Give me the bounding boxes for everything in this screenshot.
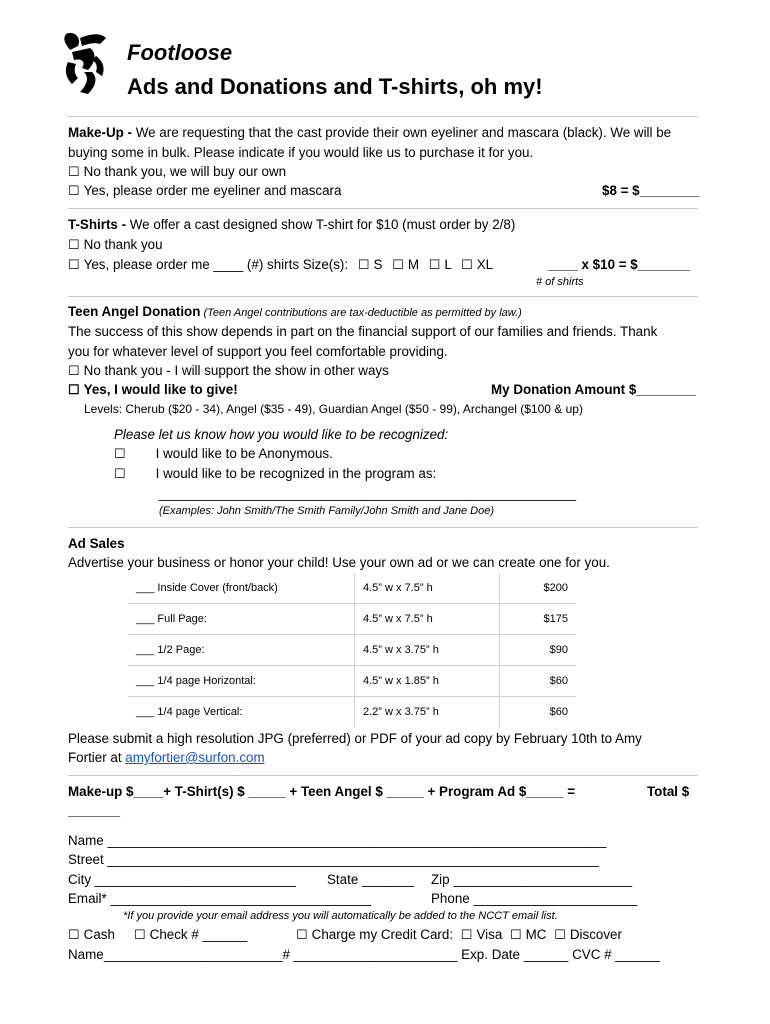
- tshirt-option-yes[interactable]: ☐ Yes, please order me ____ (#) shirts Size(s): ☐ S ☐ M ☐ L ☐ XL: [68, 257, 494, 272]
- recognize-program-option[interactable]: ☐ I would like to be recognized in the program as:: [114, 466, 437, 481]
- makeup-price[interactable]: $8 = $________: [602, 183, 700, 198]
- recognize-anon-option[interactable]: ☐ I would like to be Anonymous.: [114, 446, 333, 461]
- checkbox-icon[interactable]: ☐: [68, 363, 80, 378]
- checkbox-icon[interactable]: ☐: [460, 927, 473, 942]
- ads-desc: Advertise your business or honor your child! Use your own ad or we can create one for you.: [68, 555, 610, 570]
- table-row[interactable]: [128, 666, 576, 697]
- checkbox-icon[interactable]: ☐: [392, 257, 404, 272]
- payment-cash[interactable]: ☐ Cash: [68, 927, 115, 942]
- total-blank[interactable]: _______: [68, 803, 121, 818]
- checkbox-icon[interactable]: ☐: [68, 237, 80, 252]
- divider: [68, 527, 698, 528]
- street-field[interactable]: Street __________________________________________________________________: [68, 852, 599, 867]
- size-xl: XL: [476, 257, 494, 272]
- ad-price: $60: [500, 666, 577, 697]
- card-mc: MC: [525, 927, 547, 942]
- tshirt-note: # of shirts: [536, 276, 584, 288]
- table-row[interactable]: [128, 604, 576, 635]
- state-field[interactable]: State _______: [327, 872, 415, 887]
- divider: [68, 296, 698, 297]
- footloose-logo: [60, 28, 110, 96]
- ad-size: 2.2” w x 3.75” h: [355, 697, 500, 728]
- checkbox-icon[interactable]: ☐: [296, 927, 308, 942]
- checkbox-icon[interactable]: ☐: [68, 183, 80, 198]
- ad-label: ___ 1/4 page Vertical:: [128, 697, 355, 728]
- checkbox-icon[interactable]: ☐: [114, 466, 126, 481]
- page-subtitle: Ads and Donations and T-shirts, oh my!: [127, 74, 543, 99]
- table-row[interactable]: [128, 573, 576, 604]
- ad-price: $90: [500, 635, 577, 666]
- table-row[interactable]: [128, 635, 576, 666]
- checkbox-icon[interactable]: ☐: [68, 257, 80, 272]
- card-details-line[interactable]: Name________________________# ______________________ Exp. Date ______ CVC # ______: [68, 947, 660, 962]
- makeup-desc: Make-Up - We are requesting that the cast provide their own eyeliner and mascara (black). We will be: [68, 125, 672, 140]
- tshirt-heading: T-Shirts -: [68, 217, 127, 232]
- ads-submit-1: Please submit a high resolution JPG (preferred) or PDF of your ad copy by February 10th to Amy: [68, 731, 642, 746]
- donation-amount[interactable]: My Donation Amount $________: [491, 382, 696, 397]
- checkbox-icon[interactable]: ☐: [134, 927, 146, 942]
- ad-label: ___ 1/2 Page:: [128, 635, 355, 666]
- makeup-option-yes[interactable]: ☐ Yes, please order me eyeliner and mascara: [68, 183, 342, 198]
- email-field[interactable]: Email* ___________________________________: [68, 891, 372, 906]
- card-discover: Discover: [569, 927, 622, 942]
- checkbox-icon[interactable]: ☐: [114, 446, 126, 461]
- ad-label: ___ Full Page:: [128, 604, 355, 635]
- checkbox-icon[interactable]: ☐: [68, 164, 80, 179]
- payment-credit[interactable]: ☐ Charge my Credit Card: ☐ Visa ☐ MC ☐ Discover: [296, 927, 622, 942]
- checkbox-icon[interactable]: ☐: [68, 382, 80, 397]
- makeup-option-no[interactable]: ☐ No thank you, we will buy our own: [68, 164, 287, 179]
- ad-label: ___ 1/4 page Horizontal:: [128, 666, 355, 697]
- payment-check[interactable]: ☐ Check # ______: [134, 927, 248, 942]
- ad-size: 4.5” w x 1.85” h: [355, 666, 500, 697]
- donation-desc-1: The success of this show depends in part on the financial support of our families and friends. Thank: [68, 324, 658, 339]
- recognize-examples: (Examples: John Smith/The Smith Family/John Smith and Jane Doe): [159, 505, 495, 517]
- divider: [68, 116, 698, 117]
- email-note: *If you provide your email address you will automatically be added to the NCCT email list.: [123, 910, 558, 922]
- checkbox-icon[interactable]: ☐: [461, 257, 473, 272]
- checkbox-icon[interactable]: ☐: [510, 927, 522, 942]
- makeup-heading: Make-Up -: [68, 125, 132, 140]
- donation-desc-2: you for whatever level of support you feel comfortable providing.: [68, 344, 448, 359]
- checkbox-icon[interactable]: ☐: [428, 257, 441, 272]
- city-field[interactable]: City ___________________________: [68, 872, 296, 887]
- ad-size: 4.5” w x 7.5” h: [355, 604, 500, 635]
- recognize-name-line[interactable]: ________________________________________________________: [159, 486, 577, 501]
- donation-header: Teen Angel Donation (Teen Angel contributions are tax-deductible as permitted by law.): [68, 304, 522, 319]
- ad-price: $60: [549, 706, 568, 718]
- makeup-desc-2: buying some in bulk. Please indicate if you would like us to purchase it for you.: [68, 145, 534, 160]
- phone-field[interactable]: Phone ______________________: [431, 891, 638, 906]
- checkbox-icon[interactable]: ☐: [554, 927, 566, 942]
- ad-label: ___ Inside Cover (front/back): [128, 573, 355, 604]
- ad-size: 4.5” w x 3.75” h: [355, 635, 500, 666]
- zip-field[interactable]: Zip ________________________: [431, 872, 633, 887]
- total-label: Total $: [647, 784, 690, 799]
- ad-price: $175: [500, 604, 577, 635]
- divider: [68, 208, 698, 209]
- divider: [68, 775, 698, 776]
- total-line[interactable]: Make-up $____+ T-Shirt(s) $ _____ + Teen Angel $ _____ + Program Ad $_____ =: [68, 784, 576, 799]
- tshirt-desc: T-Shirts - We offer a cast designed show T-shirt for $10 (must order by 2/8): [68, 217, 516, 232]
- tshirt-option-no[interactable]: ☐ No thank you: [68, 237, 163, 252]
- email-link[interactable]: amyfortier@surfon.com: [125, 750, 265, 765]
- donation-heading: Teen Angel Donation: [68, 304, 201, 319]
- name-field[interactable]: Name ___________________________________________________________________: [68, 833, 607, 848]
- checkbox-icon[interactable]: ☐: [357, 257, 370, 272]
- donation-option-yes[interactable]: ☐ Yes, I would like to give!: [68, 382, 238, 397]
- ads-submit-2: Fortier at amyfortier@surfon.com: [68, 750, 265, 765]
- size-m: M: [407, 257, 419, 272]
- page-title: Footloose: [127, 40, 233, 65]
- ads-heading: Ad Sales: [68, 536, 125, 551]
- donation-levels: Levels: Cherub ($20 - 34), Angel ($35 - 49), Guardian Angel ($50 - 99), Archangel ($100 & up): [84, 402, 583, 416]
- size-l: L: [444, 257, 452, 272]
- tshirt-price[interactable]: ____ x $10 = $_______: [548, 257, 690, 272]
- ad-price: $200: [500, 573, 577, 604]
- size-s: S: [373, 257, 383, 272]
- recognize-prompt: Please let us know how you would like to be recognized:: [114, 427, 449, 442]
- donation-option-no[interactable]: ☐ No thank you - I will support the show in other ways: [68, 363, 389, 378]
- checkbox-icon[interactable]: ☐: [68, 927, 80, 942]
- table-row[interactable]: [128, 697, 576, 728]
- ad-sizes-table: [128, 573, 576, 727]
- ad-size: 4.5” w x 7.5” h: [355, 573, 500, 604]
- card-visa: Visa: [476, 927, 503, 942]
